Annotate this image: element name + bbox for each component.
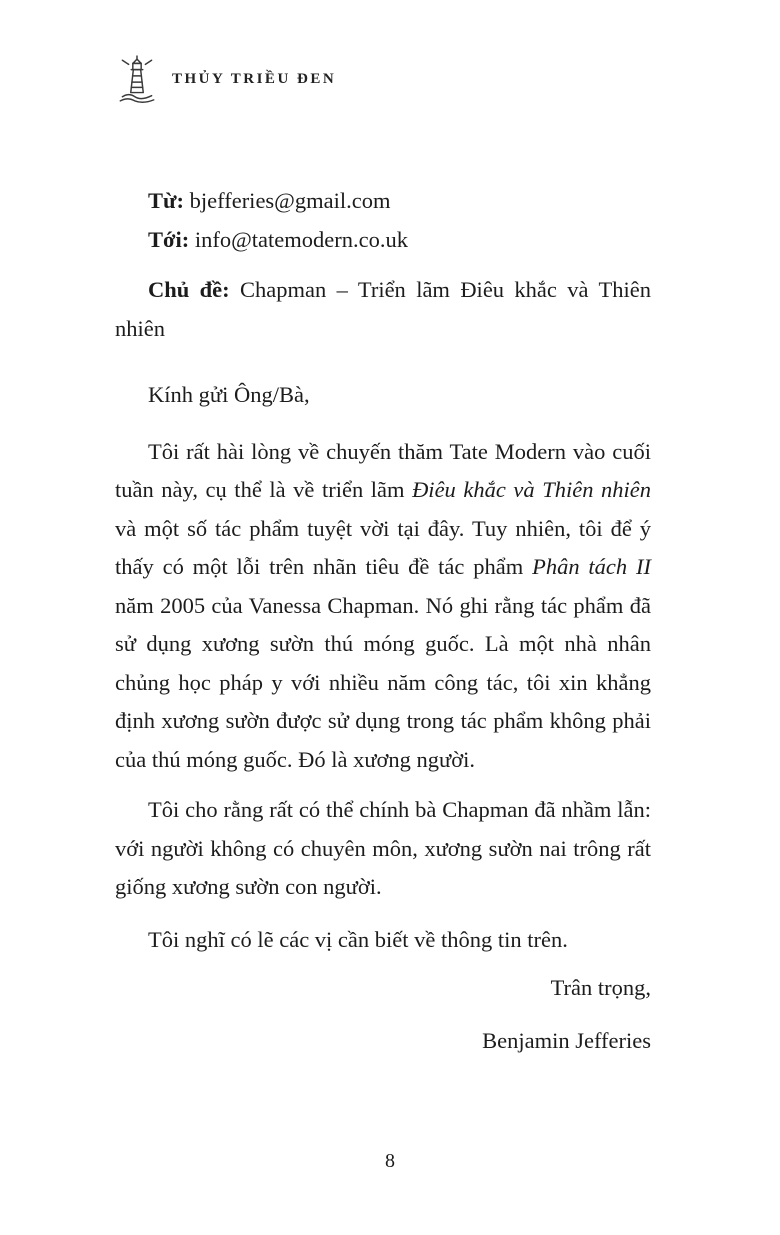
closing-phrase: Trân trọng,: [550, 975, 651, 1000]
para1-text-3: năm 2005 của Vanessa Chapman. Nó ghi rằng tác phẩm đã sử dụng xương sườn thú móng guốc. Là một nhà nhân chủng học pháp y với nhiều năm công tác, tôi xin khẳng định xương sườn được sử dụng trong tác phẩm không phải của thú móng guốc. Đó là xương người.: [115, 592, 651, 772]
running-header: [118, 55, 336, 103]
page-number: 8: [385, 1150, 395, 1172]
email-subject-line: [115, 271, 651, 348]
letter-paragraph-1: [115, 433, 651, 780]
artwork-title-italic: Phân tách II: [532, 554, 652, 579]
para1-text-1: Tôi rất hài lòng về chuyến thăm Tate Modern vào cuối tuần này, cụ thể là về triển lãm: [115, 438, 651, 502]
letter-paragraph-2: Tôi cho rằng rất có thể chính bà Chapman đã nhầm lẫn: với người không có chuyên môn, xương sườn nai trông rất giống xương sườn con người.: [115, 797, 651, 899]
book-title: THỦY TRIỀU ĐEN: [172, 70, 337, 87]
para1-text-2: và một số tác phẩm tuyệt vời tại đây. Tuy nhiên, tôi để ý thấy có một lỗi trên nhãn tiêu đề tác phẩm: [115, 515, 651, 579]
email-to-line: [115, 221, 651, 260]
signature-name: Benjamin Jefferies: [482, 1027, 651, 1053]
email-from-address: bjefferies@gmail.com: [184, 188, 391, 213]
email-from-label: Từ:: [148, 188, 185, 213]
email-to-label: Tới:: [148, 226, 190, 252]
letter-signoff: [115, 969, 651, 1060]
email-subject-label: Chủ đề:: [148, 277, 230, 302]
letter-greeting: Kính gửi Ông/Bà,: [148, 382, 310, 407]
letter-body: [115, 182, 651, 1060]
lighthouse-icon: [118, 55, 156, 103]
email-subject-text: Chapman – Triển lãm Điêu khắc và Thiên nhiên: [115, 277, 651, 341]
email-from-line: [115, 182, 651, 221]
email-to-address: info@tatemodern.co.uk: [189, 226, 409, 252]
page-footer: [0, 1150, 780, 1173]
letter-paragraph-3: Tôi nghĩ có lẽ các vị cần biết về thông tin trên.: [148, 926, 568, 952]
exhibition-title-italic: Điêu khắc và Thiên nhiên: [412, 477, 651, 502]
